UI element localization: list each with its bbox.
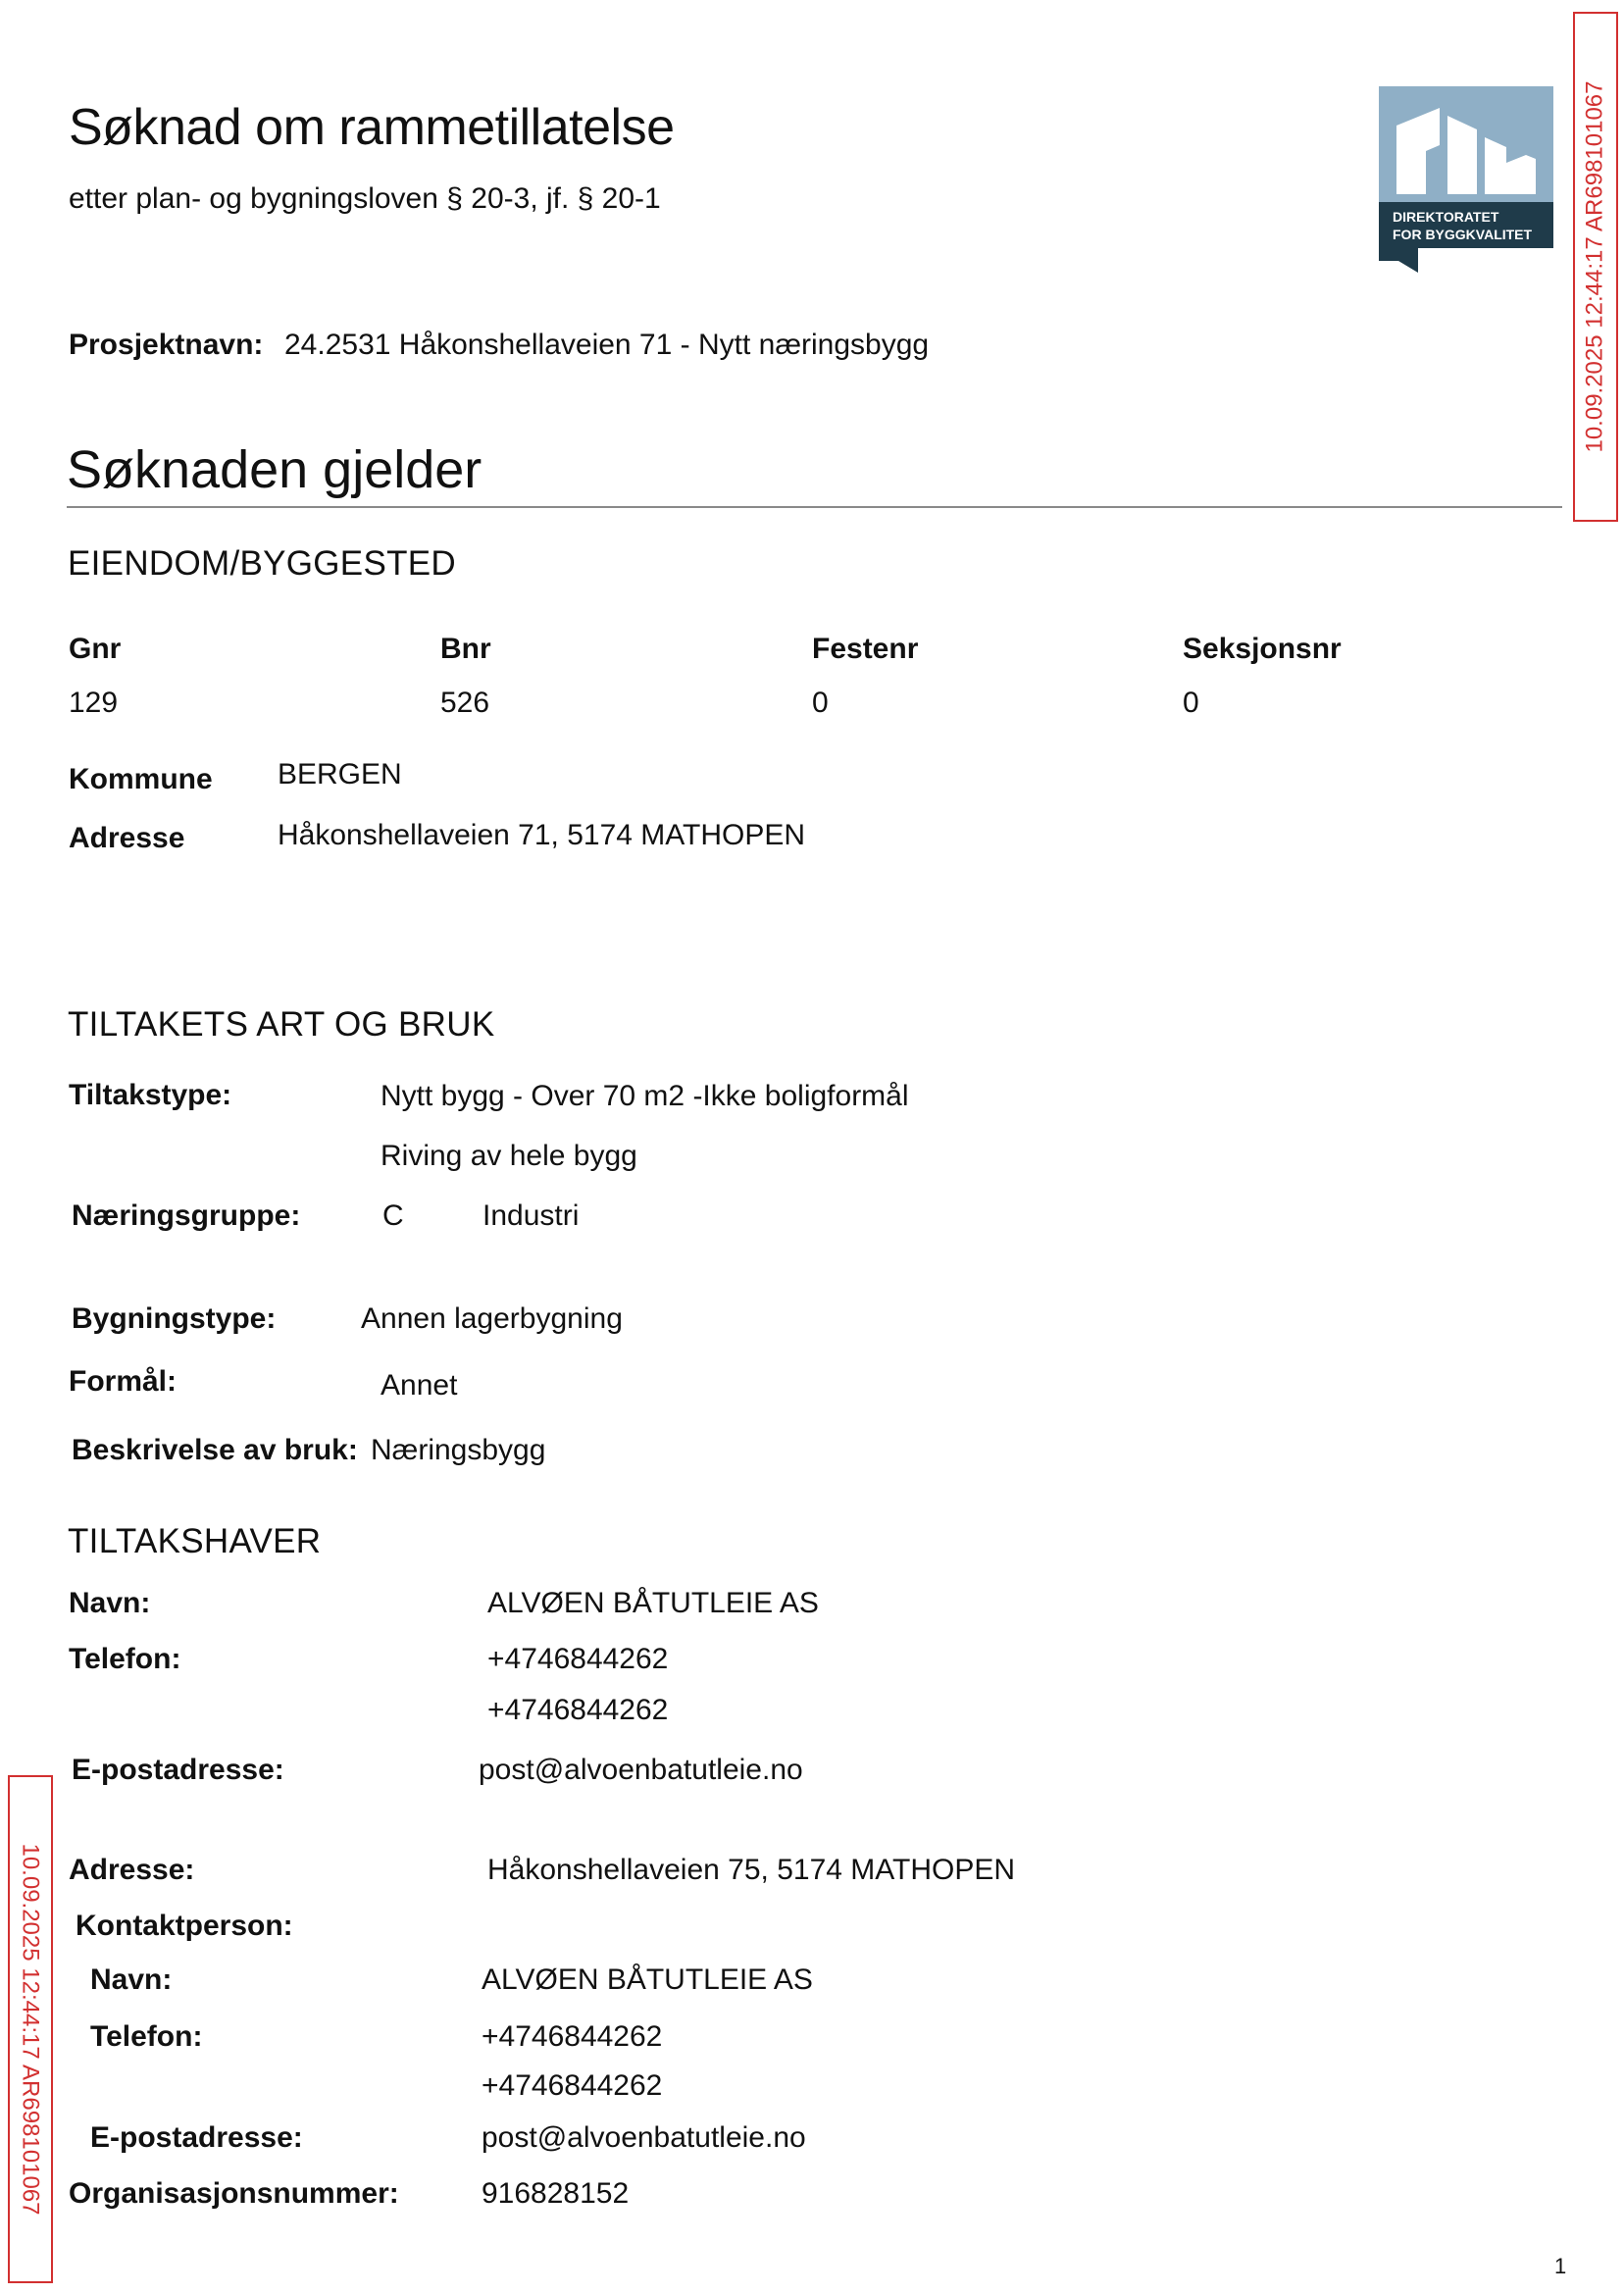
tiltakstype-value-2: Riving av hele bygg: [381, 1140, 637, 1172]
kontakt-telefon-label: Telefon:: [90, 2020, 203, 2053]
kontakt-navn-label: Navn:: [90, 1963, 173, 1996]
kontakt-telefon-1: +4746844262: [482, 2020, 663, 2053]
beskrivelse-value: Næringsbygg: [371, 1434, 546, 1466]
tiltakshaver-epost-value: post@alvoenbatutleie.no: [479, 1754, 803, 1786]
festenr-label: Festenr: [812, 633, 919, 665]
project-value: 24.2531 Håkonshellaveien 71 - Nytt næringsbygg: [284, 329, 930, 361]
eiendom-heading: EIENDOM/BYGGESTED: [68, 544, 456, 583]
tiltakshaver-navn-value: ALVØEN BÅTUTLEIE AS: [487, 1587, 819, 1619]
tiltakstype-label: Tiltakstype:: [69, 1079, 232, 1111]
tiltakshaver-navn-label: Navn:: [69, 1587, 151, 1619]
gnr-label: Gnr: [69, 633, 122, 665]
bygningstype-value: Annen lagerbygning: [361, 1302, 623, 1335]
tiltakshaver-adresse-label: Adresse:: [69, 1854, 195, 1886]
tiltakshaver-telefon-1: +4746844262: [487, 1643, 669, 1675]
adresse-value: Håkonshellaveien 71, 5174 MATHOPEN: [278, 819, 806, 851]
bygningstype-label: Bygningstype:: [72, 1302, 277, 1335]
timestamp-stamp-left: 10.09.2025 12:44:17 AR698101067: [8, 1775, 53, 2283]
tiltakshaver-heading: TILTAKSHAVER: [68, 1522, 322, 1560]
kontakt-navn-value: ALVØEN BÅTUTLEIE AS: [482, 1963, 813, 1996]
beskrivelse-label: Beskrivelse av bruk:: [72, 1434, 358, 1466]
kommune-label: Kommune: [69, 763, 213, 795]
kontakt-epost-label: E-postadresse:: [90, 2121, 303, 2154]
naeringsgruppe-label: Næringsgruppe:: [72, 1199, 301, 1232]
dibk-logo: [1379, 86, 1553, 278]
kontakt-epost-value: post@alvoenbatutleie.no: [482, 2121, 806, 2154]
festenr-value: 0: [812, 687, 829, 719]
logo-line2: FOR BYGGKVALITET: [1393, 227, 1533, 242]
formal-label: Formål:: [69, 1365, 178, 1398]
timestamp-stamp-right: 10.09.2025 12:44:17 AR698101067: [1573, 12, 1618, 522]
tiltakshaver-telefon-2: +4746844262: [487, 1694, 669, 1726]
section-title: Søknaden gjelder: [67, 440, 482, 499]
tiltakstype-value-1: Nytt bygg - Over 70 m2 -Ikke boligformål: [381, 1080, 909, 1112]
seksjonsnr-value: 0: [1183, 687, 1199, 719]
gnr-value: 129: [69, 687, 119, 719]
document-subtitle: etter plan- og bygningsloven § 20-3, jf. § 20-1: [69, 182, 661, 215]
tiltakshaver-adresse-value: Håkonshellaveien 75, 5174 MATHOPEN: [487, 1854, 1016, 1886]
kontaktperson-label: Kontaktperson:: [76, 1910, 293, 1942]
adresse-label: Adresse: [69, 822, 185, 854]
section-divider: [67, 506, 1562, 508]
tiltak-heading: TILTAKETS ART OG BRUK: [68, 1005, 495, 1044]
formal-value: Annet: [381, 1369, 458, 1402]
kontakt-telefon-2: +4746844262: [482, 2069, 663, 2102]
bnr-value: 526: [440, 687, 490, 719]
page-number: 1: [1554, 2254, 1567, 2278]
kommune-value: BERGEN: [278, 758, 402, 790]
dibk-logo-icon: [1379, 86, 1553, 278]
naeringsgruppe-code: C: [382, 1199, 404, 1232]
naeringsgruppe-name: Industri: [482, 1199, 580, 1232]
seksjonsnr-label: Seksjonsnr: [1183, 633, 1342, 665]
logo-line1: DIREKTORATET: [1393, 209, 1499, 225]
project-label: Prosjektnavn:: [69, 329, 264, 361]
bnr-label: Bnr: [440, 633, 491, 665]
orgnr-value: 916828152: [482, 2177, 630, 2210]
tiltakshaver-epost-label: E-postadresse:: [72, 1754, 284, 1786]
orgnr-label: Organisasjonsnummer:: [69, 2177, 399, 2210]
tiltakshaver-telefon-label: Telefon:: [69, 1643, 181, 1675]
document-title: Søknad om rammetillatelse: [69, 99, 675, 156]
